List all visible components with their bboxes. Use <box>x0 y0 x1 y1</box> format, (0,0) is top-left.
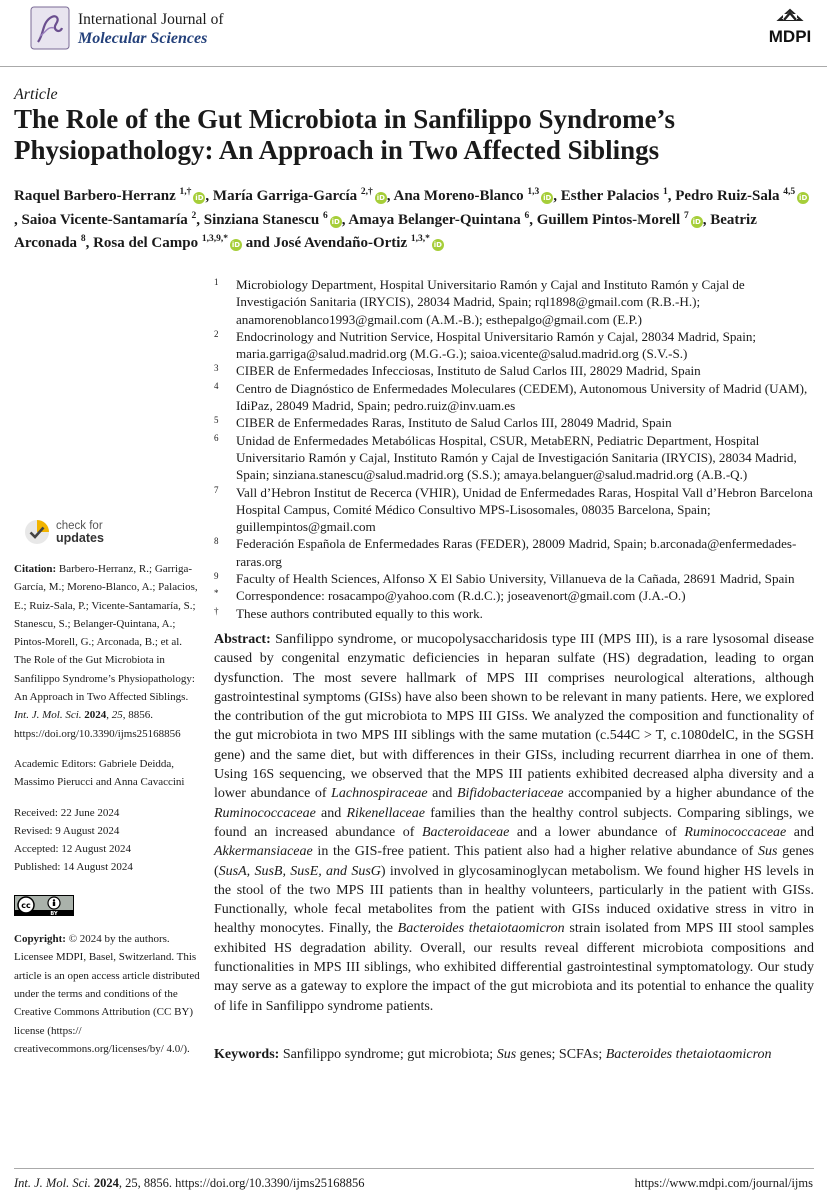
author-affiliation-marker: 7 <box>683 210 689 221</box>
author-separator: , <box>702 211 711 228</box>
footer-doi[interactable]: , 25, 8856. https://doi.org/10.3390/ijms25168856 <box>118 1176 365 1190</box>
check-updates-line1: check for <box>56 520 103 532</box>
author-name[interactable]: Ana Moreno-Blanco <box>393 188 524 204</box>
keywords-label: Keywords: <box>214 1047 280 1062</box>
citation-block: Citation: Barbero-Herranz, R.; Garriga-García, M.; Moreno-Blanco, A.; Palacios, E.; Ruiz-Sala, P.; Vicente-Santamaría, S.; Stanescu, S.; Belanger-Quintana, A.; Pintos-Morell, G.; Arconada, B.; et al. The Role of the Gut Microbiota in Sanfilippo Syndrome’s Physiopathology: An Approach in Two Affected Siblings. Int. J. Mol. Sci. 2024, 25, 8856. https://doi.org/10.3390/ijms25168856 <box>14 563 198 740</box>
journal-name <box>78 10 223 48</box>
author-separator: , <box>667 188 676 204</box>
check-updates-label <box>56 520 104 544</box>
citation-volume: 25 <box>111 709 123 722</box>
keyword-text: genes; SCFAs; <box>516 1047 606 1062</box>
citation-text: Barbero-Herranz, R.; Garriga-García, M.; Moreno-Blanco, A.; Palacios, E.; Ruiz-Sala, P.; Vicente-Santamaría, S.; Stanescu, S.; Belanger-Quintana, A.; Pintos-Morell, G.; Arconada, B.; et al. The Role of the Gut Microbiota in Sanfilippo Syndrome’s Physiopathology: An Approach in Two Affected Siblings. <box>14 563 198 704</box>
mdpi-logo <box>763 8 817 48</box>
affiliation-text: Unidad de Enfermedades Metabólicas Hospital, CSUR, MetabERN, Pediatric Department, Hospital Universitario Ramón y Cajal, Instituto Ramón y Cajal de Investigación Sanitaria (IRYCIS), 28034 Madrid, Spain; sinziana.stanescu@salud.madrid.org (S.S.); amaya.belanguer@salud.madrid.org (A.B.-Q.) <box>236 432 797 483</box>
author-separator: , <box>553 188 561 204</box>
abstract-text: families than the healthy control subjects. Comparing siblings, we found an increased abundance of <box>214 805 815 840</box>
sidebar <box>14 516 200 1070</box>
affiliation-text: Vall d’Hebron Institut de Recerca (VHIR), Unidad de Enfermedades Raras, Hospital Vall d’Hebron Barcelona Hospital Campus, Comité Médico Consultivo MPS-Lisosomales, 08035 Barcelona, Spain; guillempintos@gmail.com <box>236 484 813 535</box>
author-affiliation-marker: 6 <box>322 210 328 221</box>
affiliation-item <box>214 535 814 570</box>
affiliation-marker: 4 <box>214 380 219 391</box>
author-name[interactable]: Raquel Barbero-Herranz <box>14 188 176 204</box>
author-name[interactable]: Rosa del Campo <box>93 235 199 251</box>
author-name[interactable]: José Avendaño-Ortiz <box>273 235 408 251</box>
journal-name-line1: International Journal of <box>78 11 224 28</box>
affiliation-item <box>214 380 814 415</box>
author-affiliation-marker: 1,3,* <box>410 234 430 244</box>
affiliation-marker: 5 <box>214 415 219 426</box>
footer-journal: Int. J. Mol. Sci. <box>14 1176 91 1190</box>
date-accepted: Accepted: 12 August 2024 <box>14 843 132 856</box>
author-separator: , <box>529 211 537 228</box>
author-affiliation-marker: 8 <box>80 234 86 244</box>
taxon: Bifidobacteriaceae <box>456 786 564 802</box>
affiliation-text: These authors contributed equally to this work. <box>236 605 483 621</box>
affiliation-item <box>214 587 814 604</box>
abstract <box>214 630 814 1016</box>
author-separator: , <box>205 188 213 204</box>
affiliation-text: Correspondence: rosacampo@yahoo.com (R.d.C.); joseavenort@gmail.com (J.A.-O.) <box>236 588 686 604</box>
citation-year: 2024 <box>84 709 107 722</box>
affiliation-item <box>214 484 814 536</box>
affiliation-marker: 3 <box>214 363 219 374</box>
affiliation-text: Faculty of Health Sciences, Alfonso X El Sabio University, Villanueva de la Cañada, 28691 Madrid, Spain <box>236 571 795 587</box>
citation-label: Citation: <box>14 563 57 575</box>
author-separator: and <box>241 235 274 251</box>
affiliation-text: Federación Española de Enfermedades Raras (FEDER), 28009 Madrid, Spain; b.arconada@enfermedades-raras.org <box>236 536 797 569</box>
affiliation-marker: 7 <box>214 484 219 495</box>
author-separator: , <box>85 235 94 251</box>
orcid-icon[interactable]: iD <box>799 194 808 202</box>
affiliation-marker: 1 <box>214 277 219 287</box>
author-affiliation-marker: 6 <box>524 210 530 221</box>
taxon: Akkermansiaceae <box>214 844 313 860</box>
author-affiliation-marker: 1 <box>662 187 668 197</box>
copyright-label: Copyright: <box>14 933 66 946</box>
footer-rule <box>14 1168 814 1169</box>
affiliation-item <box>214 362 814 379</box>
affiliation-text: CIBER de Enfermedades Infecciosas, Instituto de Salud Carlos III, 28029 Madrid, Spain <box>236 363 701 379</box>
check-for-updates[interactable] <box>14 516 200 548</box>
taxon: Sus <box>757 844 778 860</box>
author-name[interactable]: Beatriz Arconada <box>14 211 757 251</box>
abstract-text: and <box>427 786 457 802</box>
affiliation-text: Microbiology Department, Hospital Universitario Ramón y Cajal and Instituto Ramón y Cajal de Investigación Sanitaria (IRYCIS), 28034 Madrid, Spain; rql1898@gmail.com (R.B.-H.); anamorenoblanco1993@gmail.com (A.M.-B.); esthepalgo@gmail.com (E.P.) <box>236 277 745 327</box>
abstract-text: ) involved in glycosaminoglycan metabolism. We found higher HS levels in the stool of the two MPS III patients than in healthy volunteers, particularly in the patient with GISs. Functionally, whole fecal metabolites from the patient with GISs induced oxidative stress in vitro in healthy monocytes. Finally, the <box>214 863 814 937</box>
taxon: Ruminococcaceae <box>684 824 787 840</box>
orcid-icon[interactable]: iD <box>433 241 442 249</box>
affiliation-item <box>214 414 814 431</box>
abstract-text: strain isolated from MPS III stool samples exhibited HS degradation ability. Overall, our results reveal different microbiota compositions and functionalities in MPS III siblings, who exhibited differential gastrointestinal symptomatology. Our study may serve as a gateway to explore the impact of the gut microbiota and its potential to enhance the quality of life in Sanfilippo syndrome patients. <box>214 921 815 1014</box>
affiliation-marker: 6 <box>214 432 219 443</box>
footer-year: 2024 <box>93 1176 119 1190</box>
abstract-text: Sanfilippo syndrome, or mucopolysaccharidosis type III (MPS III), is a rare lysosomal disease caused by congenital enzymatic deficiencies in heparan sulfate (HS) degradation, leading to organ dysfunction. The most severe hallmark of MPS III comprises neurological alterations, although gastrointestinal symptoms (GISs) have also been shown to be relevant in many patients. Here, we explored the contribution of the gut microbiota to MPS III GISs. We analyzed the composition and functionality of the gut microbiota in two MPS III siblings with the same mutation (c.544C > T, c.1080delC, in the SGSH gene) and the same diet, but with differences in their GISs, including recurrent diarrhea in one of them. Using 16S sequencing, we observed that the MPS III patients exhibited decreased alpha diversity and a lower abundance of <box>214 632 814 802</box>
taxon: Rikenellaceae <box>346 805 425 821</box>
orcid-icon[interactable]: iD <box>692 217 701 226</box>
author-separator: , <box>386 188 394 204</box>
abstract-text: accompanied by a higher abundance of the <box>563 786 814 802</box>
affiliation-marker: 8 <box>214 536 219 547</box>
author-name[interactable]: Saioa Vicente-Santamaría <box>21 211 188 228</box>
affiliation-marker: 2 <box>214 328 219 339</box>
author-separator: , <box>14 211 22 228</box>
affiliation-item <box>214 432 814 484</box>
abstract-label: Abstract: <box>214 632 271 647</box>
affiliation-marker: * <box>214 588 219 599</box>
author-name[interactable]: Sinziana Stanescu <box>203 211 320 228</box>
author-affiliation-marker: 2,† <box>360 187 373 197</box>
abstract-text: and <box>315 805 347 821</box>
affiliation-item <box>214 328 814 363</box>
cc-by-label: BY <box>50 910 58 916</box>
affiliation-item <box>214 570 814 587</box>
journal-name-line2: Molecular Sciences <box>78 30 208 47</box>
affiliation-text: Endocrinology and Nutrition Service, Hospital Universitario Ramón y Cajal, 28034 Madrid, Spain; maria.garriga@salud.madrid.org (M.G.-G.); saioa.vicente@salud.madrid.org (S.V.-S.) <box>236 328 757 362</box>
taxon: Bacteroidaceae <box>421 824 510 840</box>
affiliation-item <box>214 605 814 622</box>
author-affiliation-marker: 1,3,9,* <box>201 234 228 244</box>
taxon: Lachnospiraceae <box>331 786 428 802</box>
orcid-icon[interactable]: iD <box>543 194 552 202</box>
taxon: Ruminococcaceae <box>214 805 316 821</box>
author-separator: , <box>196 211 204 228</box>
taxon: SusA, SusB, SusE, and SusG <box>218 863 381 879</box>
author-affiliation-marker: 4,5 <box>783 187 796 197</box>
date-revised: Revised: 9 August 2024 <box>14 824 120 837</box>
author-affiliation-marker: 2 <box>191 210 197 221</box>
author-name[interactable]: Amaya Belanger-Quintana <box>348 211 521 228</box>
abstract-text: genes ( <box>214 844 814 879</box>
author-name[interactable]: Esther Palacios <box>560 188 660 204</box>
author-name[interactable]: María Garriga-García <box>212 188 358 204</box>
orcid-icon[interactable]: iD <box>231 241 241 249</box>
author-name[interactable]: Pedro Ruiz-Sala <box>675 188 780 204</box>
keyword-text: Sanfilippo syndrome; gut microbiota; <box>279 1047 497 1062</box>
keyword-text: Sus <box>496 1047 517 1062</box>
orcid-icon[interactable]: iD <box>195 194 204 202</box>
taxon: Bacteroides thetaiotaomicron <box>397 921 565 937</box>
citation-journal: Int. J. Mol. Sci. <box>14 709 82 722</box>
affiliation-list <box>214 276 814 622</box>
abstract-text: and a lower abundance of <box>509 824 685 840</box>
affiliation-marker: 9 <box>214 571 219 582</box>
citation-pages: 8856. <box>128 709 154 722</box>
author-affiliation-marker: 1,3 <box>527 187 540 197</box>
svg-text:cc: cc <box>21 900 31 910</box>
academic-editors: Academic Editors: Gabriele Deidda, Massimo Pierucci and Anna Cavaccini <box>14 757 185 789</box>
date-received: Received: 22 June 2024 <box>14 806 120 819</box>
cc-by-license-icon[interactable] <box>14 895 74 916</box>
affiliation-text: CIBER de Enfermedades Raras, Instituto de Salud Carlos III, 28049 Madrid, Spain <box>236 415 672 431</box>
affiliation-marker: † <box>214 605 219 616</box>
abstract-text: and <box>786 824 815 840</box>
footer-citation <box>14 1176 364 1191</box>
citation-doi[interactable]: https://doi.org/10.3390/ijms25168856 <box>14 727 181 740</box>
copyright-block <box>14 930 200 1058</box>
footer-journal-url[interactable]: https://www.mdpi.com/journal/ijms <box>634 1176 813 1190</box>
author-name[interactable]: Guillem Pintos-Morell <box>536 211 681 228</box>
header-rule <box>0 66 827 67</box>
keywords <box>214 1045 814 1064</box>
dates-block <box>14 804 200 877</box>
author-affiliation-marker: 1,† <box>179 187 192 197</box>
orcid-icon[interactable]: iD <box>331 217 340 226</box>
mdpi-logo-text: MDPI <box>768 27 812 46</box>
check-updates-line2: updates <box>56 531 104 545</box>
journal-logo <box>30 6 70 50</box>
check-updates-icon <box>24 519 50 545</box>
article-type: Article <box>14 86 58 103</box>
orcid-icon[interactable]: iD <box>376 194 385 202</box>
keyword-text: Bacteroides thetaiotaomicron <box>605 1047 772 1062</box>
abstract-text: in the GIS-free patient. This patient also had a higher relative abundance of <box>312 844 758 860</box>
article-title: The Role of the Gut Microbiota in Sanfilippo Syndrome’s Physiopathology: An Approach in Two Affected Siblings <box>14 104 676 165</box>
author-list <box>14 183 814 254</box>
date-published: Published: 14 August 2024 <box>14 861 133 874</box>
author-separator: , <box>341 211 349 228</box>
affiliation-text: Centro de Diagnóstico de Enfermedades Moleculares (CEDEM), Autonomous University of Madrid (UAM), IdiPaz, 28049 Madrid, Spain; pedro.ruiz@inv.uam.es <box>236 380 808 414</box>
copyright-text: © 2024 by the authors. Licensee MDPI, Basel, Switzerland. This article is an open access article distributed under the terms and conditions of the Creative Commons Attribution (CC BY) license (https:// creativecommons.org/licenses/by/ 4.0/). <box>14 933 200 1055</box>
affiliation-item <box>214 276 814 328</box>
